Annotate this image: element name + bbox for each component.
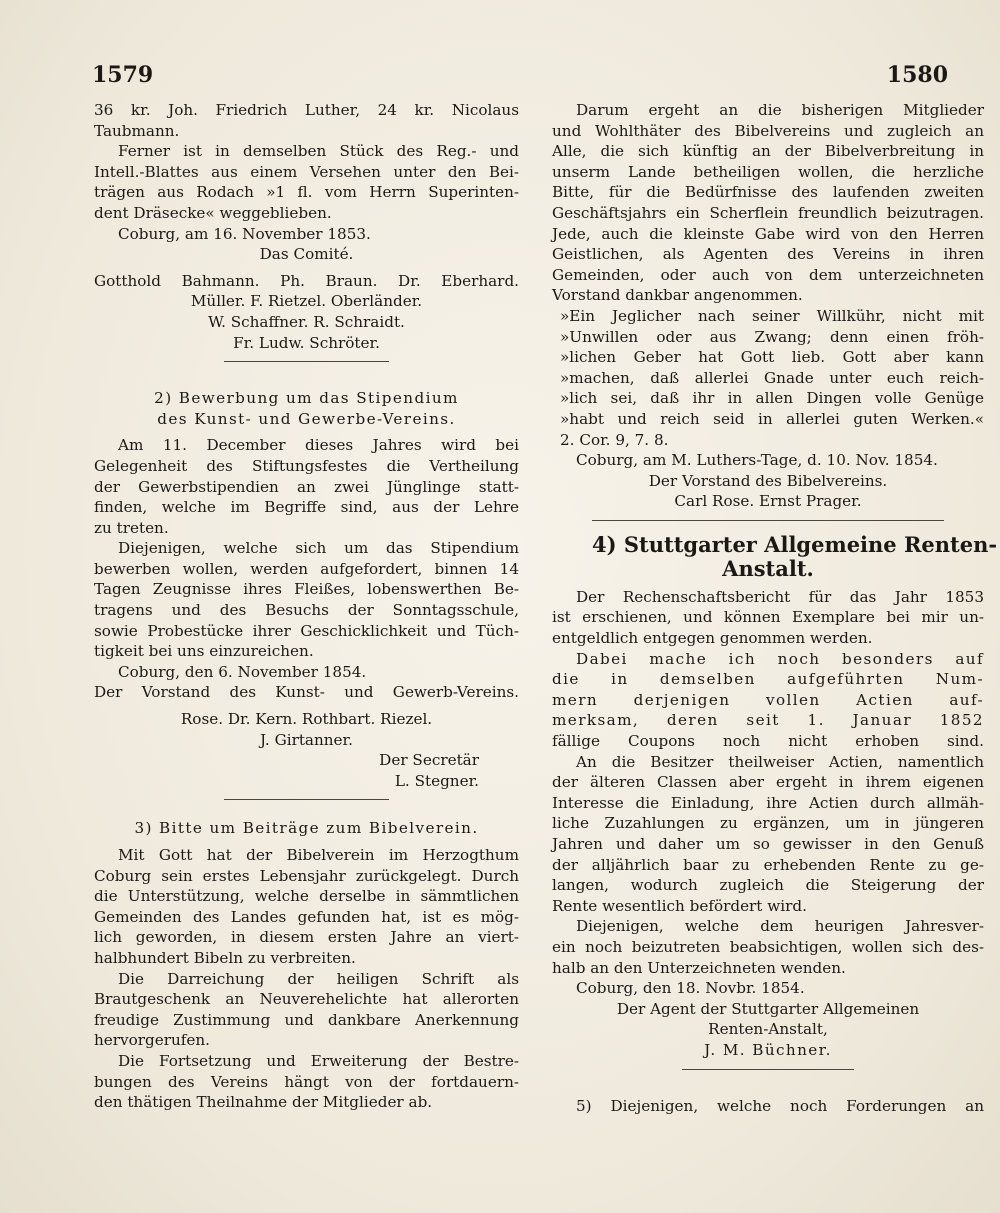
secretary-title: Der Secretär <box>379 751 479 770</box>
text-line: tragens und des Besuchs der Sonntagsschule, <box>94 601 519 620</box>
agent-title: Der Agent der Stuttgarter Allgemeinen <box>616 999 920 1018</box>
section-heading: 3) Bitte um Beiträge zum Bibelverein. <box>134 819 479 838</box>
separator-rule <box>682 1069 854 1070</box>
text-line: Intell.-Blattes aus einem Versehen unter den Bei- <box>94 162 519 181</box>
text-line: mern derjenigen vollen Actien auf- <box>552 690 984 709</box>
text-line: Tagen Zeugnisse ihres Fleißes, lobenswerthen Be- <box>94 580 519 599</box>
text-line: Bitte, für die Bedürfnisse des laufenden zweiten <box>552 183 984 202</box>
text-line: tigkeit bei uns einzureichen. <box>94 642 314 661</box>
quote-line: »habt und reich seid in allerlei guten Werken.« <box>560 409 984 428</box>
text-line: Am 11. December dieses Jahres wird bei <box>118 436 519 455</box>
quote-line: »lich sei, daß ihr in allen Dingen volle Genüge <box>560 389 984 408</box>
section-heading: 2) Bewerbung um das Stipendium <box>154 389 459 408</box>
text-line: fällige Coupons noch nicht erhoben sind. <box>552 732 984 751</box>
text-line: bungen des Vereins hängt von der fortdauern- <box>94 1072 519 1091</box>
text-line: Gemeinden, oder auch von dem unterzeichneten <box>552 265 984 284</box>
board-title: Der Vorstand des Kunst- und Gewerb-Vereins. <box>94 683 519 702</box>
text-line: dent Dräsecke« weggeblieben. <box>94 203 332 222</box>
text-line: merksam, deren seit 1. Januar 1852 <box>552 711 984 730</box>
section-heading: des Kunst- und Gewerbe-Vereins. <box>157 409 456 428</box>
text-line: ein noch beizutreten beabsichtigen, wollen sich des- <box>552 937 984 956</box>
text-line: Die Fortsetzung und Erweiterung der Bestre- <box>118 1051 519 1070</box>
text-line: der älteren Classen aber ergeht in ihrem eigenen <box>552 773 984 792</box>
page-number-right: 1580 <box>886 62 948 88</box>
text-line: 5) Diejenigen, welche noch Forderungen an <box>576 1096 984 1115</box>
text-line: hervorgerufen. <box>94 1031 210 1050</box>
dateline: Coburg, den 18. Novbr. 1854. <box>576 979 805 998</box>
text-line: Interesse die Einladung, ihre Actien durch allmäh- <box>552 793 984 812</box>
page-number-left: 1579 <box>92 62 154 88</box>
text-line: Geschäftsjahrs ein Scherflein freundlich beizutragen. <box>552 203 984 222</box>
text-line: Rente wesentlich befördert wird. <box>552 896 807 915</box>
text-line: langen, wodurch zugleich die Steigerung der <box>552 876 984 895</box>
text-line: Taubmann. <box>94 121 180 140</box>
signature-line: J. Girtanner. <box>260 730 353 749</box>
right-column <box>552 100 998 1116</box>
secretary-name: L. Stegner. <box>394 771 479 790</box>
text-line: unserm Lande betheiligen wollen, die herzliche <box>552 162 984 181</box>
text-line: Der Rechenschaftsbericht für das Jahr 1853 <box>576 587 984 606</box>
left-column <box>94 100 519 1113</box>
quote-line: »Ein Jeglicher nach seiner Willkühr, nicht mit <box>560 306 984 325</box>
text-line: halbhundert Bibeln zu verbreiten. <box>94 948 356 967</box>
text-line: der Gewerbstipendien an zwei Jünglinge statt- <box>94 477 519 496</box>
text-line: Mit Gott hat der Bibelverein im Herzogthum <box>118 846 519 864</box>
section-heading: Anstalt. <box>722 555 814 581</box>
text-line: die Unterstützung, welche derselbe in sämmtlichen <box>94 887 519 906</box>
text-line: Alle, die sich künftig an der Bibelverbreitung in <box>552 142 984 161</box>
text-line: Diejenigen, welche sich um das Stipendium <box>118 539 519 558</box>
section-heading: 4) Stuttgarter Allgemeine Renten- <box>592 531 998 557</box>
text-line: freudige Zustimmung und dankbare Anerkennung <box>94 1010 519 1029</box>
text-line: entgeldlich entgegen genommen werden. <box>552 629 873 648</box>
text-line: Gemeinden des Landes gefunden hat, ist es mög- <box>94 907 519 926</box>
text-line: lich geworden, in diesem ersten Jahre an viert- <box>94 928 519 947</box>
text-line: Die Darreichung der heiligen Schrift als <box>118 969 519 988</box>
signature-line: W. Schaffner. R. Schraidt. <box>208 312 405 331</box>
text-line: die in demselben aufgeführten Num- <box>552 670 984 689</box>
text-line: sowie Probestücke ihrer Geschicklichkeit und Tüch- <box>94 621 519 640</box>
text-line: zu treten. <box>94 518 169 537</box>
text-line: Geistlichen, als Agenten des Vereins in ihren <box>552 245 984 264</box>
text-line: halb an den Unterzeichneten wenden. <box>552 958 846 977</box>
text-line: Jede, auch die kleinste Gabe wird von den Herren <box>552 224 984 243</box>
quote-reference: 2. Cor. 9, 7. 8. <box>560 430 669 449</box>
dateline: Coburg, den 6. November 1854. <box>118 662 367 681</box>
signature-line: Carl Rose. Ernst Prager. <box>674 492 862 511</box>
signature-line: Rose. Dr. Kern. Rothbart. Riezel. <box>180 710 433 729</box>
quote-line: »machen, daß allerlei Gnade unter euch reich- <box>560 368 984 387</box>
separator-rule <box>592 520 944 521</box>
quote-line: »lichen Geber hat Gott lieb. Gott aber kann <box>560 348 984 367</box>
quote-line: »Unwillen oder aus Zwang; denn einen fröh- <box>560 327 984 346</box>
text-line: Coburg sein erstes Lebensjahr zurückgelegt. Durch <box>94 866 519 885</box>
text-line: Brautgeschenk an Neuverehelichte hat allerorten <box>94 990 519 1009</box>
text-line: trägen aus Rodach »1 fl. vom Herrn Superinten- <box>94 183 519 202</box>
dateline: Coburg, am 16. November 1853. <box>118 224 371 243</box>
text-line: finden, welche im Begriffe sind, aus der Lehre <box>94 498 519 517</box>
text-line: bewerben wollen, werden aufgefordert, binnen 14 <box>94 559 519 578</box>
board-title: Der Vorstand des Bibelvereins. <box>648 471 888 490</box>
text-line: Diejenigen, welche dem heurigen Jahresver- <box>576 917 984 936</box>
signature-line: Gotthold Bahmann. Ph. Braun. Dr. Eberhard. <box>94 271 519 290</box>
text-line: ist erschienen, und können Exemplare bei mir un- <box>552 608 984 627</box>
separator-rule <box>224 361 389 362</box>
committee-title: Das Comité. <box>259 245 354 264</box>
text-line: Gelegenheit des Stiftungsfestes die Vertheilung <box>94 456 519 475</box>
dateline: Coburg, am M. Luthers-Tage, d. 10. Nov. 1854. <box>576 451 938 470</box>
text-line: der alljährlich baar zu erhebenden Rente zu ge- <box>552 855 984 874</box>
text-line: Vorstand dankbar angenommen. <box>552 286 803 305</box>
text-line: Dabei mache ich noch besonders auf <box>576 649 984 668</box>
text-line: liche Zuzahlungen zu ergänzen, um in jüngeren <box>552 814 984 833</box>
text-line: und Wohlthäter des Bibelvereins und zugleich an <box>552 121 984 140</box>
text-line: An die Besitzer theilweiser Actien, namentlich <box>576 752 984 771</box>
text-line: Darum ergeht an die bisherigen Mitglieder <box>576 101 984 119</box>
signature-line: Müller. F. Rietzel. Oberländer. <box>190 292 423 311</box>
agent-title: Renten-Anstalt, <box>708 1020 828 1039</box>
text-line: den thätigen Theilnahme der Mitglieder ab. <box>94 1093 433 1112</box>
text-line: 36 kr. Joh. Friedrich Luther, 24 kr. Nicolaus <box>94 101 519 119</box>
text-line: Jahren und daher um so gewisser in den Genuß <box>552 835 984 853</box>
agent-name: J. M. Büchner. <box>704 1040 832 1059</box>
separator-rule <box>224 799 389 800</box>
signature-line: Fr. Ludw. Schröter. <box>233 333 380 352</box>
text-line: Ferner ist in demselben Stück des Reg.- und <box>118 142 519 161</box>
